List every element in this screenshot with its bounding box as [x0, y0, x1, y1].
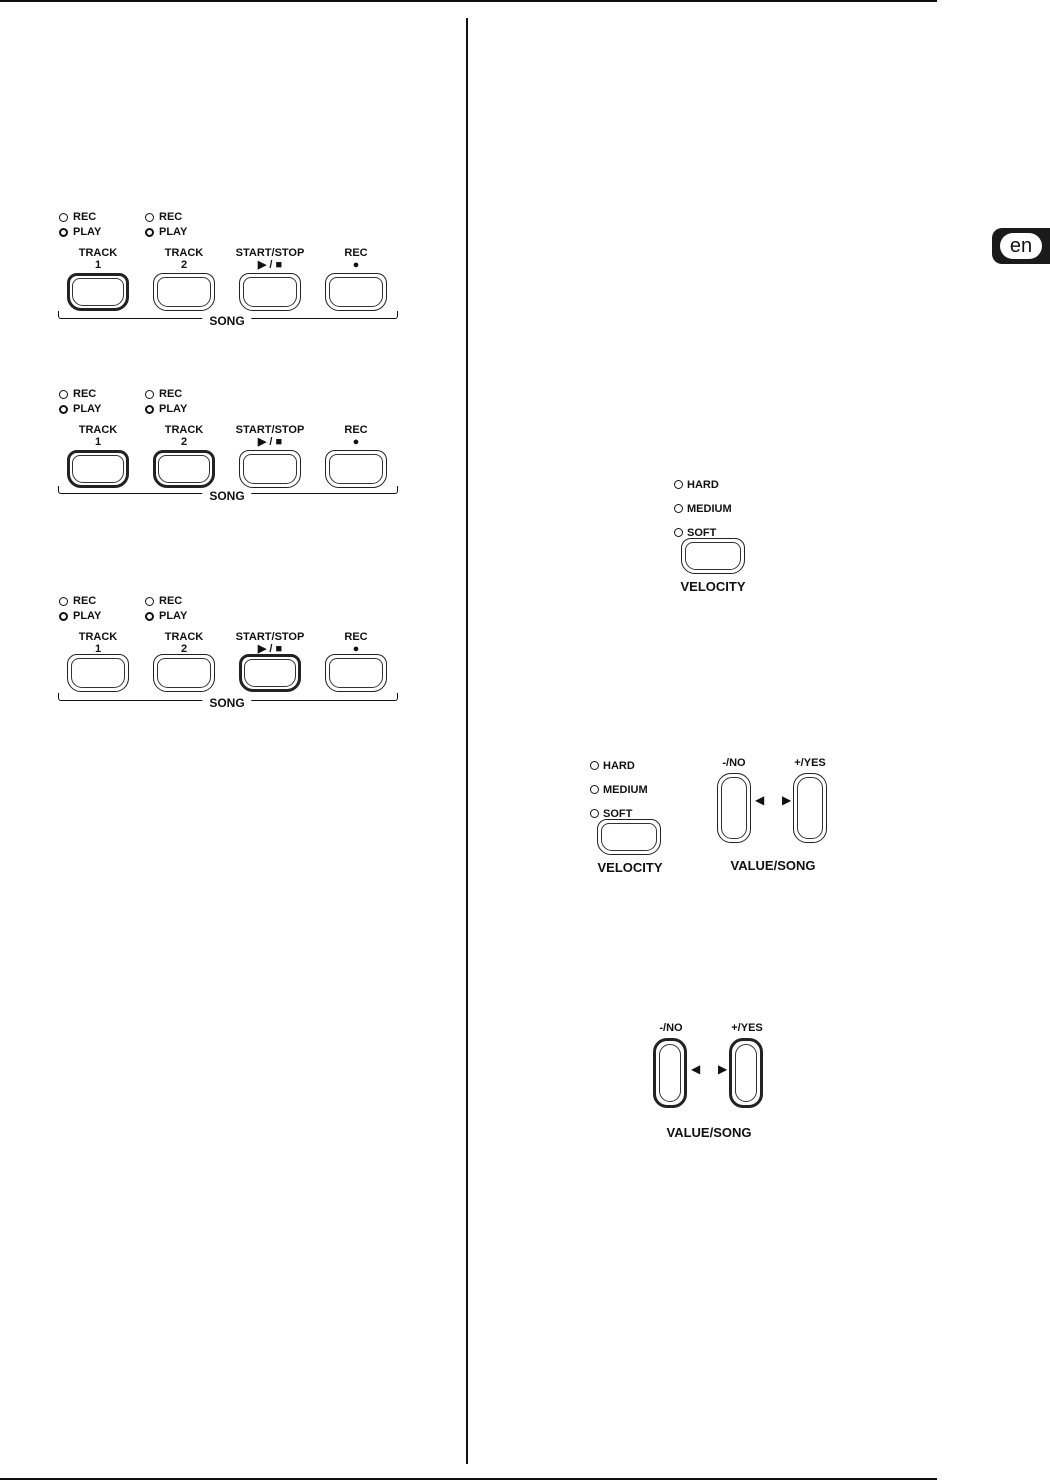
track1-play-label: PLAY [73, 403, 102, 415]
start-stop-button[interactable] [239, 273, 301, 311]
top-rule [0, 0, 937, 2]
soft-label: SOFT [687, 527, 717, 539]
track1-rec-led [59, 390, 68, 399]
language-tab[interactable] [992, 228, 1050, 264]
track1-number: 1 [94, 643, 102, 655]
track2-button[interactable] [153, 654, 215, 692]
track1-number: 1 [94, 259, 102, 271]
plus-yes-label: +/YES [794, 757, 826, 769]
hard-label: HARD [687, 479, 719, 491]
minus-no-label: -/NO [722, 757, 746, 769]
track2-play-led [145, 228, 154, 237]
track2-play-label: PLAY [159, 403, 188, 415]
track1-button[interactable] [67, 450, 129, 488]
rec-label: REC [344, 424, 368, 436]
start-stop-symbol: ▶ / ■ [257, 643, 283, 655]
song-panel-3 [0, 589, 466, 714]
song-panel-1 [0, 205, 466, 330]
track1-label: TRACK [78, 247, 118, 259]
soft-label: SOFT [603, 808, 633, 820]
hard-led [674, 480, 683, 489]
track2-button[interactable] [153, 273, 215, 311]
right-arrow-icon: ▶ [782, 793, 792, 807]
medium-label: MEDIUM [603, 784, 648, 796]
rec-symbol: ● [352, 259, 360, 271]
track1-number: 1 [94, 436, 102, 448]
velocity-button[interactable] [681, 538, 745, 574]
track2-rec-led [145, 213, 154, 222]
hard-label: HARD [603, 760, 635, 772]
value-song-title: VALUE/SONG [730, 858, 816, 873]
track2-rec-led [145, 390, 154, 399]
track2-play-label: PLAY [159, 226, 188, 238]
rec-button[interactable] [325, 450, 387, 488]
song-group-label: SONG [202, 489, 251, 503]
track2-number: 2 [180, 259, 188, 271]
track1-button[interactable] [67, 273, 129, 311]
left-arrow-icon: ◀ [691, 1062, 701, 1076]
track2-play-led [145, 405, 154, 414]
medium-led [674, 504, 683, 513]
soft-led [674, 528, 683, 537]
right-arrow-icon: ▶ [718, 1062, 728, 1076]
song-group-label: SONG [202, 696, 251, 710]
track2-label: TRACK [164, 631, 204, 643]
hard-led [590, 761, 599, 770]
track1-rec-led [59, 597, 68, 606]
track2-label: TRACK [164, 247, 204, 259]
track1-rec-label: REC [73, 388, 97, 400]
plus-yes-label: +/YES [731, 1022, 763, 1034]
minus-no-label: -/NO [659, 1022, 683, 1034]
language-tab-label: en [1000, 233, 1042, 259]
medium-led [590, 785, 599, 794]
track1-label: TRACK [78, 631, 118, 643]
track2-rec-label: REC [159, 211, 183, 223]
track2-number: 2 [180, 643, 188, 655]
bottom-rule [0, 1478, 937, 1480]
track2-rec-label: REC [159, 388, 183, 400]
plus-yes-button[interactable] [793, 773, 827, 843]
track2-play-led [145, 612, 154, 621]
rec-label: REC [344, 631, 368, 643]
track1-play-label: PLAY [73, 226, 102, 238]
plus-yes-button[interactable] [729, 1038, 763, 1108]
start-stop-symbol: ▶ / ■ [257, 436, 283, 448]
start-stop-symbol: ▶ / ■ [257, 259, 283, 271]
track2-button[interactable] [153, 450, 215, 488]
track2-play-label: PLAY [159, 610, 188, 622]
track2-number: 2 [180, 436, 188, 448]
track1-rec-label: REC [73, 211, 97, 223]
minus-no-button[interactable] [653, 1038, 687, 1108]
track1-play-label: PLAY [73, 610, 102, 622]
track1-rec-led [59, 213, 68, 222]
rec-symbol: ● [352, 643, 360, 655]
value-song-title: VALUE/SONG [666, 1125, 752, 1140]
left-arrow-icon: ◀ [755, 793, 765, 807]
minus-no-button[interactable] [717, 773, 751, 843]
start-stop-button[interactable] [239, 450, 301, 488]
soft-led [590, 809, 599, 818]
value-song-panel [630, 1016, 790, 1146]
track1-play-led [59, 228, 68, 237]
column-divider [466, 18, 468, 1464]
rec-button[interactable] [325, 654, 387, 692]
track2-rec-label: REC [159, 595, 183, 607]
track1-label: TRACK [78, 424, 118, 436]
start-stop-label: START/STOP [235, 424, 305, 436]
rec-label: REC [344, 247, 368, 259]
rec-button[interactable] [325, 273, 387, 311]
velocity-panel [660, 470, 780, 600]
track2-label: TRACK [164, 424, 204, 436]
velocity-value-panel [575, 750, 855, 880]
track1-play-led [59, 612, 68, 621]
song-group-label: SONG [202, 314, 251, 328]
track1-rec-label: REC [73, 595, 97, 607]
track2-rec-led [145, 597, 154, 606]
start-stop-button[interactable] [239, 654, 301, 692]
rec-symbol: ● [352, 436, 360, 448]
velocity-title: VELOCITY [680, 579, 746, 594]
start-stop-label: START/STOP [235, 247, 305, 259]
song-panel-2 [0, 382, 466, 507]
velocity-button[interactable] [597, 819, 661, 855]
velocity-title: VELOCITY [597, 860, 663, 875]
medium-label: MEDIUM [687, 503, 732, 515]
track1-button[interactable] [67, 654, 129, 692]
track1-play-led [59, 405, 68, 414]
start-stop-label: START/STOP [235, 631, 305, 643]
